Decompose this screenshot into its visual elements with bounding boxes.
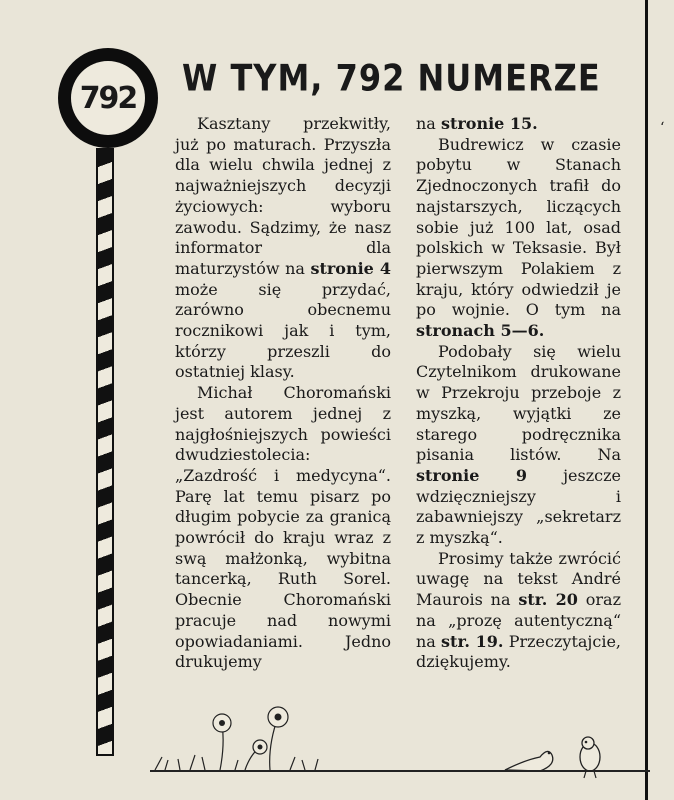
page-reference: str. 20 [518, 590, 578, 610]
page-reference: stronie 9 [416, 465, 528, 485]
text-run: jeszcze wdzięczniejszy i zabawniejszy „sekretarz z myszką“. [416, 465, 622, 548]
page-reference: stronie 4 [310, 258, 391, 278]
ground-line [150, 770, 650, 772]
paragraph [416, 342, 621, 549]
flowers-illustration [150, 705, 320, 775]
text-column-1 [175, 114, 391, 673]
paragraph [175, 114, 391, 383]
text-run: Michał Choromański jest autorem jednej z najgłośniejszych powieści dwudziestolecia: „Zazdrość i medycyna“. Parę lat temu pisarz po długim pobycie za granicą powrócił do kraju wraz z swą małżonką, wybitna tancerką, Ruth Sorel. Obecnie Choromański pracuje nad nowymi opowiadaniami. Jedno drukujemy [175, 383, 391, 672]
paragraph [175, 383, 391, 673]
text-run: Podobały się wielu Czytelnikom drukowane w Przekroju przeboje z myszką, wyjątki ze starego podręcznika pisania listów. Na [416, 341, 621, 465]
text-run: Przeczytajcie, dziękujemy. [416, 631, 621, 672]
number-sign [58, 48, 158, 148]
page-reference: stronach 5—6. [416, 321, 545, 341]
text-run: Prosimy także zwrócić uwagę na tekst André Maurois na [416, 548, 621, 610]
striped-pole [96, 148, 114, 756]
text-run: może się przydać, zarówno obecnemu rocznikowi jak i tym, którzy przeszli do ostatniej klasy. [175, 279, 391, 382]
text-run: oraz na „prozę autentyczną“ na [416, 590, 621, 651]
paragraph [416, 135, 621, 342]
text-column-2 [416, 114, 621, 673]
paragraph [416, 114, 621, 135]
page-reference: stronie 15. [440, 114, 538, 133]
page-reference: str. 19. [441, 631, 504, 651]
column-rule [645, 0, 648, 800]
edge-mark: ʻ [660, 120, 665, 136]
text-run: Kasztany przekwitły, już po maturach. Przyszła dla wielu chwila jednej z najważniejszych decyzji życiowych: wyboru zawodu. Sądzimy, że nasz informator dla maturzystów na [175, 114, 391, 278]
text-run: Budrewicz w czasie pobytu w Stanach Zjednoczonych trafił do najstarszych, liczących sobie już 100 lat, osad polskich w Teksasie. Był pierwszym Polakiem z kraju, który odwiedził je po wojnie. O tym na [416, 134, 621, 320]
birds-illustration [500, 735, 620, 780]
sign-number: 792 [71, 61, 145, 135]
text-run: na [416, 114, 441, 133]
headline: W TYM, 792 NUMERZE [182, 56, 601, 100]
paragraph [416, 549, 621, 673]
